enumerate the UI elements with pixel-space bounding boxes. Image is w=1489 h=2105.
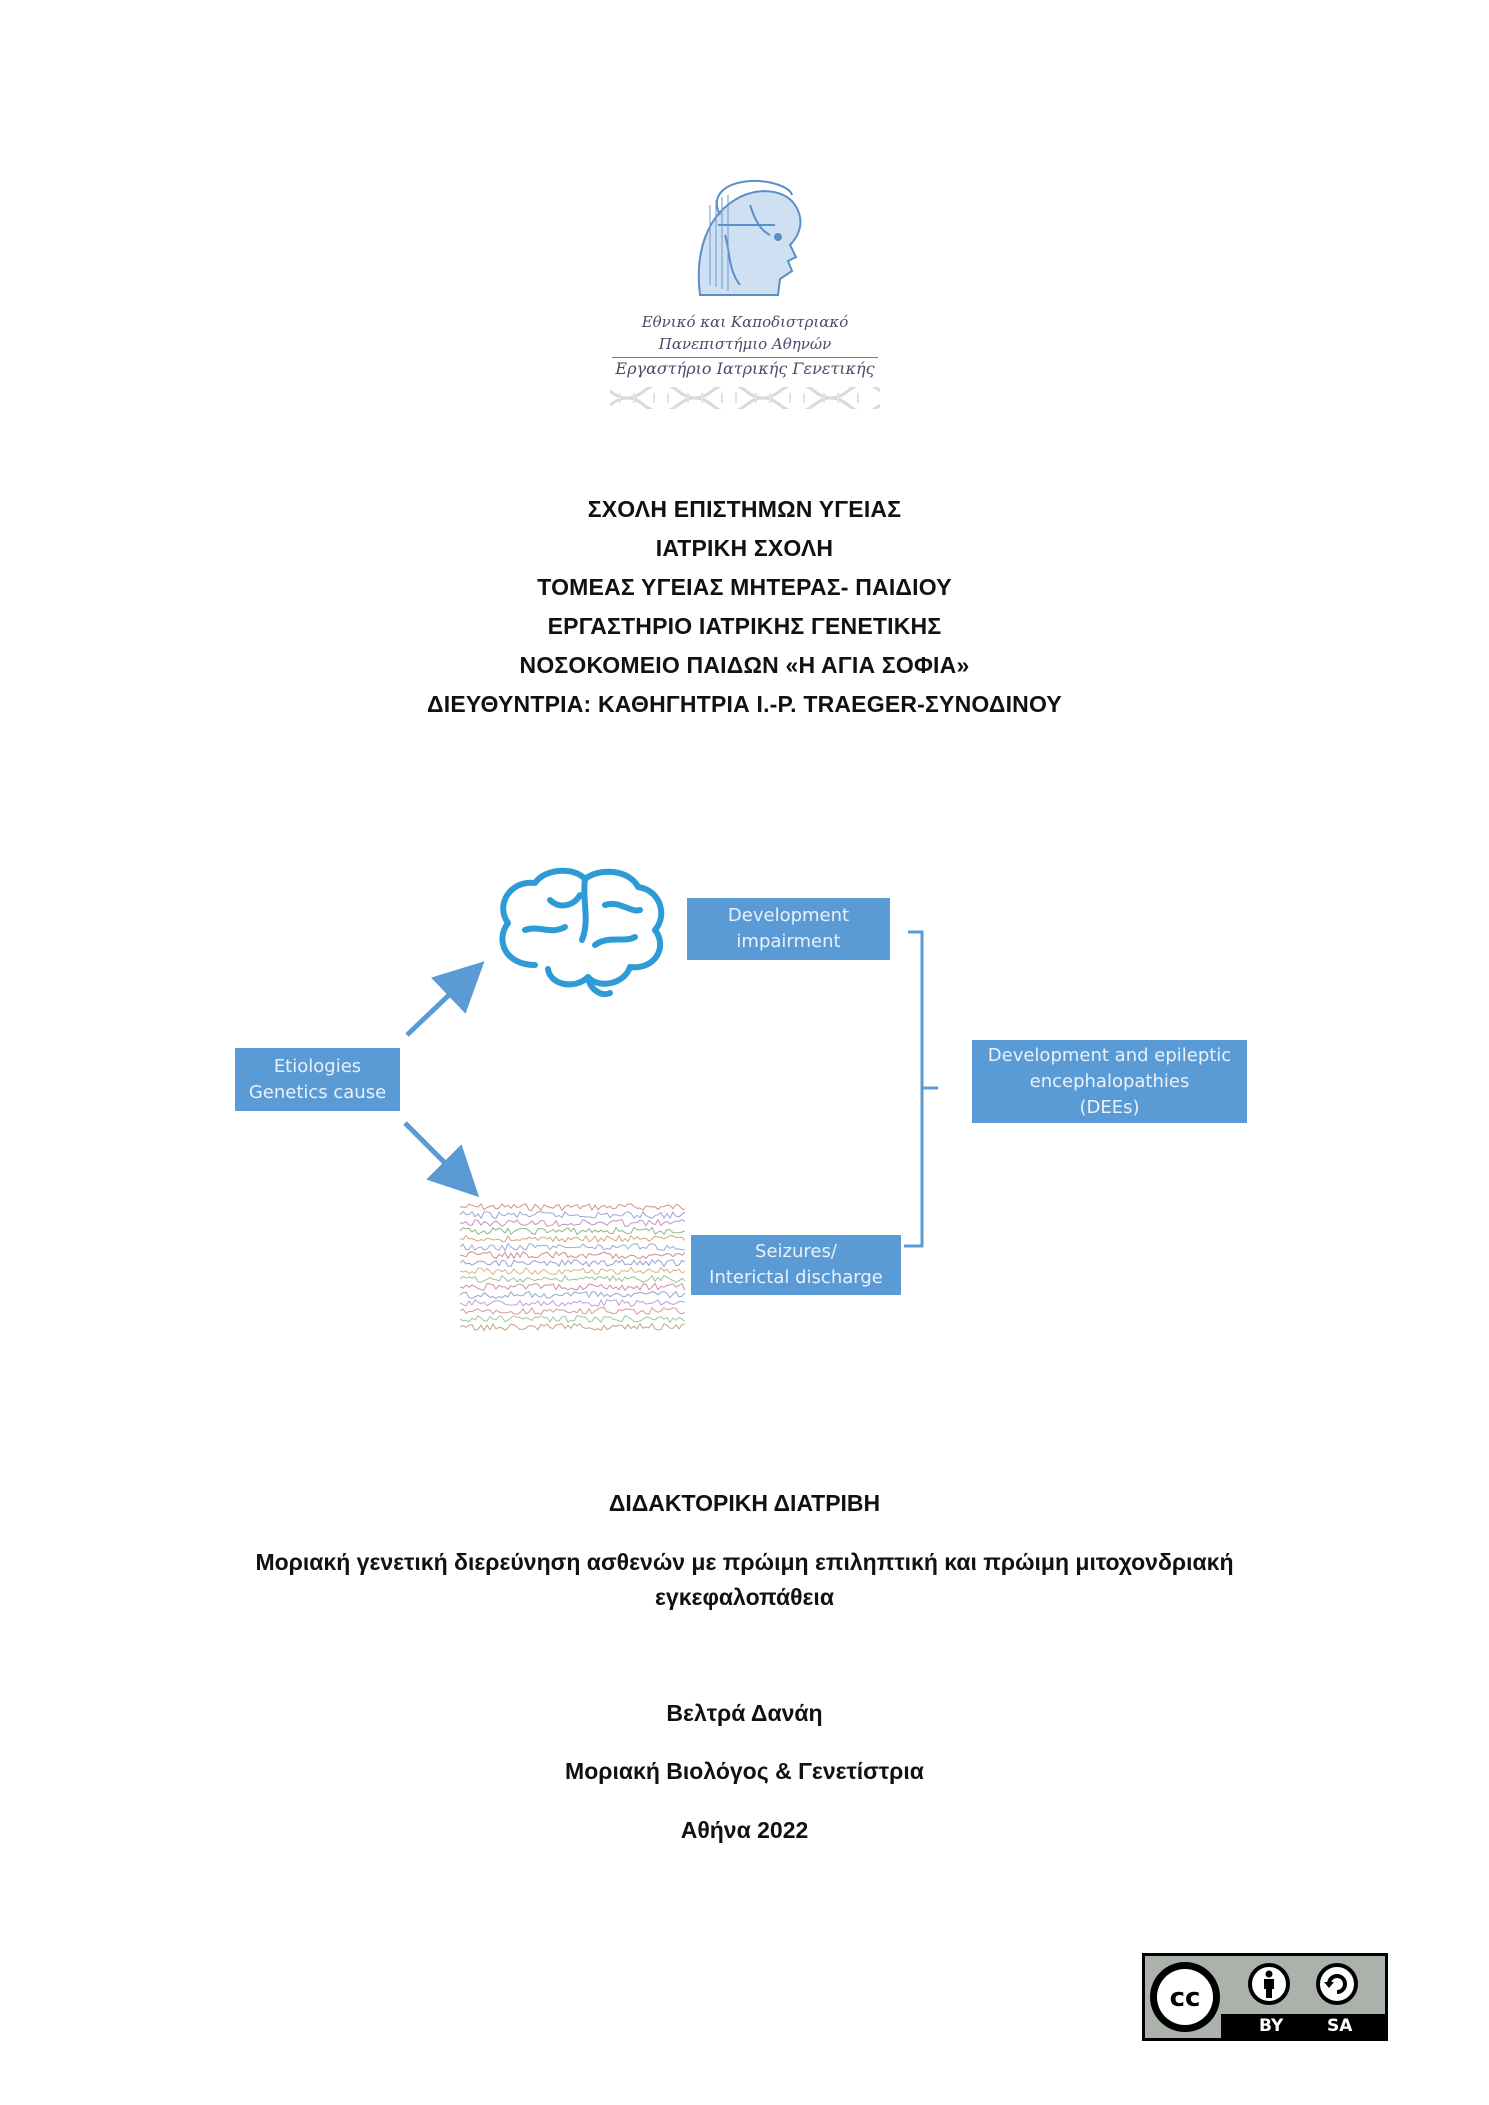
impairment-label: impairment bbox=[736, 931, 841, 952]
header-line-director: ΔΙΕΥΘΥΝΤΡΙΑ: ΚΑΘΗΓΗΤΡΙΑ Ι.-Ρ. TRAEGER-ΣΥΝΟΔΙΝΟΥ bbox=[427, 691, 1062, 717]
creative-commons-icon bbox=[1147, 1957, 1225, 2037]
dees-line-3: (DEEs) bbox=[1079, 1096, 1140, 1118]
logo-line-1: Εθνικό και Καποδιστριακό bbox=[641, 313, 849, 331]
thesis-title-line-1: Μοριακή γενετική διερεύνηση ασθενών με πρώιμη επιληπτική και πρώιμη μιτοχονδριακή bbox=[255, 1549, 1234, 1575]
eeg-channel-trace bbox=[460, 1212, 685, 1219]
dna-strip-icon bbox=[610, 387, 880, 409]
arrow-down bbox=[405, 1123, 465, 1183]
eeg-channel-trace bbox=[460, 1284, 685, 1291]
etiologies-label: Etiologies bbox=[273, 1055, 362, 1077]
development-label: Development bbox=[727, 905, 850, 926]
eeg-channel-trace bbox=[460, 1252, 685, 1259]
header-line-medical-school: ΙΑΤΡΙΚΗ ΣΧΟΛΗ bbox=[655, 535, 834, 561]
header-line-school: ΣΧΟΛΗ ΕΠΙΣΤΗΜΩΝ ΥΓΕΙΑΣ bbox=[587, 496, 902, 522]
author-role: Μοριακή Βιολόγος & Γενετίστρια bbox=[565, 1758, 924, 1784]
eeg-channel-trace bbox=[460, 1204, 685, 1211]
header-line-hospital: ΝΟΣΟΚΟΜΕΙΟ ΠΑΙΔΩΝ «Η ΑΓΙΑ ΣΟΦΙΑ» bbox=[519, 652, 970, 678]
bracket-connector bbox=[904, 932, 938, 1246]
seizures-label: Seizures/ bbox=[755, 1241, 837, 1262]
eeg-channel-trace bbox=[460, 1220, 685, 1227]
cc-by-sa-license-badge[interactable] bbox=[1142, 1953, 1388, 2041]
development-impairment-box bbox=[687, 898, 890, 960]
interictal-discharge-label: Interictal discharge bbox=[709, 1267, 883, 1288]
etiology-diagram bbox=[220, 855, 1270, 1345]
institution-header bbox=[0, 490, 1489, 724]
genetics-cause-label: Genetics cause bbox=[248, 1081, 387, 1103]
license-by-label: BY bbox=[1259, 2016, 1284, 2036]
cc-mark: cc bbox=[1169, 1983, 1201, 2013]
thesis-type: ΔΙΔΑΚΤΟΡΙΚΗ ΔΙΑΤΡΙΒΗ bbox=[608, 1490, 881, 1516]
header-line-lab: ΕΡΓΑΣΤΗΡΙΟ ΙΑΤΡΙΚΗΣ ΓΕΝΕΤΙΚΗΣ bbox=[547, 613, 942, 639]
dees-line-1: Development and epileptic bbox=[987, 1044, 1232, 1066]
attribution-icon bbox=[1247, 1962, 1291, 2006]
license-sa-label: SA bbox=[1327, 2016, 1353, 2036]
place-year: Αθήνα 2022 bbox=[680, 1817, 809, 1843]
eeg-trace-icon bbox=[460, 1201, 685, 1336]
thesis-title-line-2: εγκεφαλοπάθεια bbox=[655, 1584, 834, 1610]
thesis-title bbox=[0, 1545, 1489, 1615]
logo-divider bbox=[612, 357, 878, 358]
logo-line-2: Πανεπιστήμιο Αθηνών bbox=[658, 335, 832, 353]
license-label-bar bbox=[1221, 2014, 1385, 2038]
eeg-channel-trace bbox=[460, 1276, 685, 1283]
eeg-channel-trace bbox=[460, 1228, 685, 1235]
brain-icon bbox=[490, 865, 670, 1000]
eeg-channel-trace bbox=[460, 1268, 685, 1275]
dees-line-2: encephalopathies bbox=[1029, 1070, 1190, 1092]
etiologies-box bbox=[235, 1048, 400, 1111]
eeg-channel-trace bbox=[460, 1308, 685, 1315]
dees-box bbox=[972, 1040, 1247, 1123]
header-line-department: ΤΟΜΕΑΣ ΥΓΕΙΑΣ ΜΗΤΕΡΑΣ- ΠΑΙΔΙΟΥ bbox=[537, 574, 952, 600]
eeg-channel-trace bbox=[460, 1324, 685, 1331]
seizures-box bbox=[691, 1235, 901, 1295]
author-name: Βελτρά Δανάη bbox=[666, 1700, 823, 1726]
eeg-channel-trace bbox=[460, 1260, 685, 1267]
arrow-up bbox=[407, 975, 470, 1035]
eeg-channel-trace bbox=[460, 1244, 685, 1251]
eeg-channel-trace bbox=[460, 1316, 685, 1323]
eeg-channel-trace bbox=[460, 1236, 685, 1242]
university-logo bbox=[600, 175, 890, 415]
athena-head-icon bbox=[600, 175, 890, 305]
eeg-channel-trace bbox=[460, 1300, 685, 1307]
eeg-channel-trace bbox=[460, 1292, 685, 1299]
share-alike-icon bbox=[1315, 1962, 1359, 2006]
logo-line-3: Εργαστήριο Ιατρικής Γενετικής bbox=[615, 359, 875, 378]
